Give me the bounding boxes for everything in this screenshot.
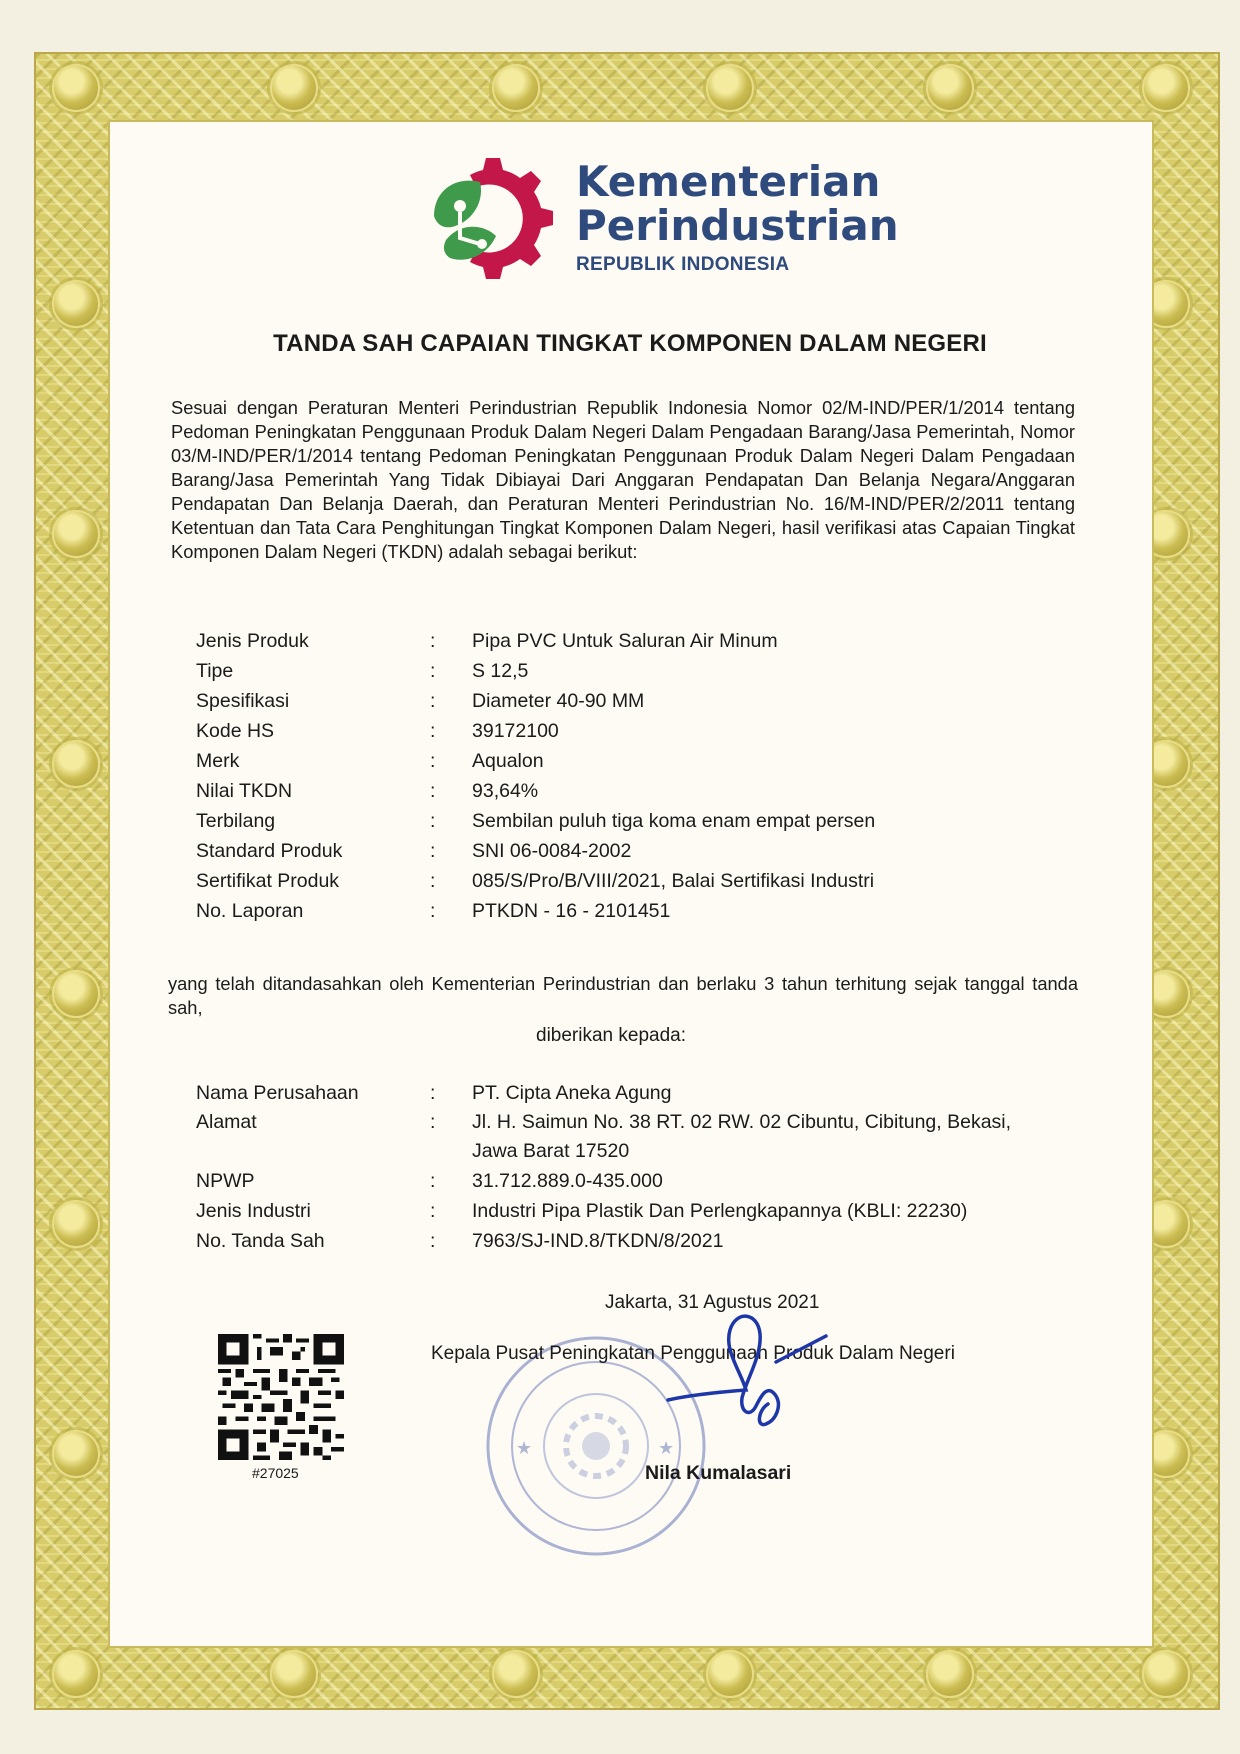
separator-colon: : [430, 690, 436, 712]
handwritten-signature-icon [650, 1300, 840, 1440]
garuda-medallion-icon [492, 64, 540, 112]
product-label: No. Laporan [196, 900, 304, 922]
product-label: Tipe [196, 660, 234, 682]
ministry-gear-logo-icon [420, 150, 560, 290]
ministry-subtitle: REPUBLIK INDONESIA [576, 254, 790, 275]
ministry-name-line2: Perindustrian [576, 201, 899, 250]
garuda-medallion-icon [926, 64, 974, 112]
garuda-medallion-icon [926, 1650, 974, 1698]
product-value: S 12,5 [472, 660, 529, 682]
separator-colon: : [430, 900, 436, 922]
company-label: NPWP [196, 1170, 255, 1192]
separator-colon: : [430, 870, 436, 892]
qr-code-icon [218, 1334, 344, 1460]
company-label: Alamat [196, 1111, 257, 1133]
company-details [196, 1078, 1052, 1256]
separator-colon: : [430, 660, 436, 682]
garuda-medallion-icon [52, 510, 100, 558]
garuda-medallion-icon [270, 1650, 318, 1698]
company-value: Industri Pipa Plastik Dan Perlengkapannya (KBLI: 22230) [472, 1200, 968, 1222]
product-value: Pipa PVC Untuk Saluran Air Minum [472, 630, 778, 652]
company-label: No. Tanda Sah [196, 1230, 325, 1252]
garuda-medallion-icon [52, 1650, 100, 1698]
product-value: Diameter 40-90 MM [472, 690, 645, 712]
separator-colon: : [430, 630, 436, 652]
garuda-medallion-icon [492, 1650, 540, 1698]
product-value: Sembilan puluh tiga koma enam empat persen [472, 810, 876, 832]
product-label: Terbilang [196, 810, 276, 832]
ministry-wordmark [576, 157, 899, 276]
product-details [196, 626, 1052, 926]
separator-colon: : [430, 720, 436, 742]
product-value: 085/S/Pro/B/VIII/2021, Balai Sertifikasi Industri [472, 870, 875, 892]
garuda-medallion-icon [270, 64, 318, 112]
garuda-medallion-icon [52, 740, 100, 788]
intro-paragraph: Sesuai dengan Peraturan Menteri Perindustrian Republik Indonesia Nomor 02/M-IND/PER/1/2014 tentang Pedoman Peningkatan Penggunaan Produk Dalam Negeri Dalam Pengadaan Barang/Jasa Pemerintah, Nomor 03/M-IND/PER/1/2014 tentang Pedoman Peningkatan Penggunaan Produk Dalam Negeri Dalam Pengadaan Barang/Jasa Pemerintah Yang Tidak Dibiayai Dari Anggaran Pendapatan Dan Belanja Negara/Anggaran Pendapatan Dan Belanja Daerah, dan Peraturan Menteri Perindustrian No. 16/M-IND/PER/2/2011 tentang Ketentuan dan Tata Cara Penghitungan Tingkat Komponen Dalam Negeri, hasil verifikasi atas Capaian Tingkat Komponen Dalam Negeri (TKDN) adalah sebagai berikut: [171, 397, 1075, 562]
product-value: 39172100 [472, 720, 559, 742]
garuda-medallion-icon [706, 1650, 754, 1698]
garuda-medallion-icon [52, 64, 100, 112]
ministry-name-line1: Kementerian [576, 157, 881, 206]
garuda-medallion-icon [52, 1200, 100, 1248]
garuda-medallion-icon [706, 64, 754, 112]
svg-text:★: ★ [516, 1438, 533, 1459]
qr-code-id: #27025 [252, 1465, 299, 1481]
company-label: Nama Perusahaan [196, 1082, 359, 1104]
product-value: 93,64% [472, 780, 539, 802]
product-value: PTKDN - 16 - 2101451 [472, 900, 671, 922]
product-label: Kode HS [196, 720, 275, 742]
garuda-medallion-icon [1142, 64, 1190, 112]
separator-colon: : [430, 780, 436, 802]
signer-name: Nila Kumalasari [645, 1462, 792, 1484]
signer-position: Kepala Pusat Peningkatan Penggunaan Produk Dalam Negeri [431, 1343, 955, 1364]
svg-text:★: ★ [658, 1438, 675, 1459]
garuda-medallion-icon [52, 970, 100, 1018]
product-value: Aqualon [472, 750, 544, 772]
product-label: Spesifikasi [196, 690, 290, 712]
company-value: PT. Cipta Aneka Agung [472, 1082, 672, 1104]
separator-colon: : [430, 1170, 436, 1192]
separator-colon: : [430, 1082, 436, 1104]
product-label: Nilai TKDN [196, 780, 293, 802]
company-value: 7963/SJ-IND.8/TKDN/8/2021 [472, 1230, 724, 1252]
company-address-value: Jl. H. Saimun No. 38 RT. 02 RW. 02 Cibuntu, Cibitung, Bekasi, Jawa Barat 17520 [472, 1111, 1012, 1162]
separator-colon: : [430, 840, 436, 862]
separator-colon: : [430, 1230, 436, 1252]
product-value: SNI 06-0084-2002 [472, 840, 632, 862]
signing-place-date: Jakarta, 31 Agustus 2021 [605, 1292, 820, 1313]
validity-statement: yang telah ditandasahkan oleh Kementerian Perindustrian dan berlaku 3 tahun terhitung sejak tanggal tanda sah, [168, 973, 1078, 1018]
separator-colon: : [430, 750, 436, 772]
given-to-label: diberikan kepada: [536, 1025, 686, 1046]
separator-colon: : [430, 1111, 436, 1133]
garuda-medallion-icon [52, 1430, 100, 1478]
company-label: Jenis Industri [196, 1200, 311, 1222]
product-label: Standard Produk [196, 840, 343, 862]
garuda-medallion-icon [1142, 1650, 1190, 1698]
separator-colon: : [430, 1200, 436, 1222]
company-value: 31.712.889.0-435.000 [472, 1170, 663, 1192]
certificate-title: TANDA SAH CAPAIAN TINGKAT KOMPONEN DALAM NEGERI [273, 330, 987, 357]
garuda-medallion-icon [52, 280, 100, 328]
separator-colon: : [430, 810, 436, 832]
product-label: Sertifikat Produk [196, 870, 340, 892]
product-label: Jenis Produk [196, 630, 309, 652]
product-label: Merk [196, 750, 240, 772]
